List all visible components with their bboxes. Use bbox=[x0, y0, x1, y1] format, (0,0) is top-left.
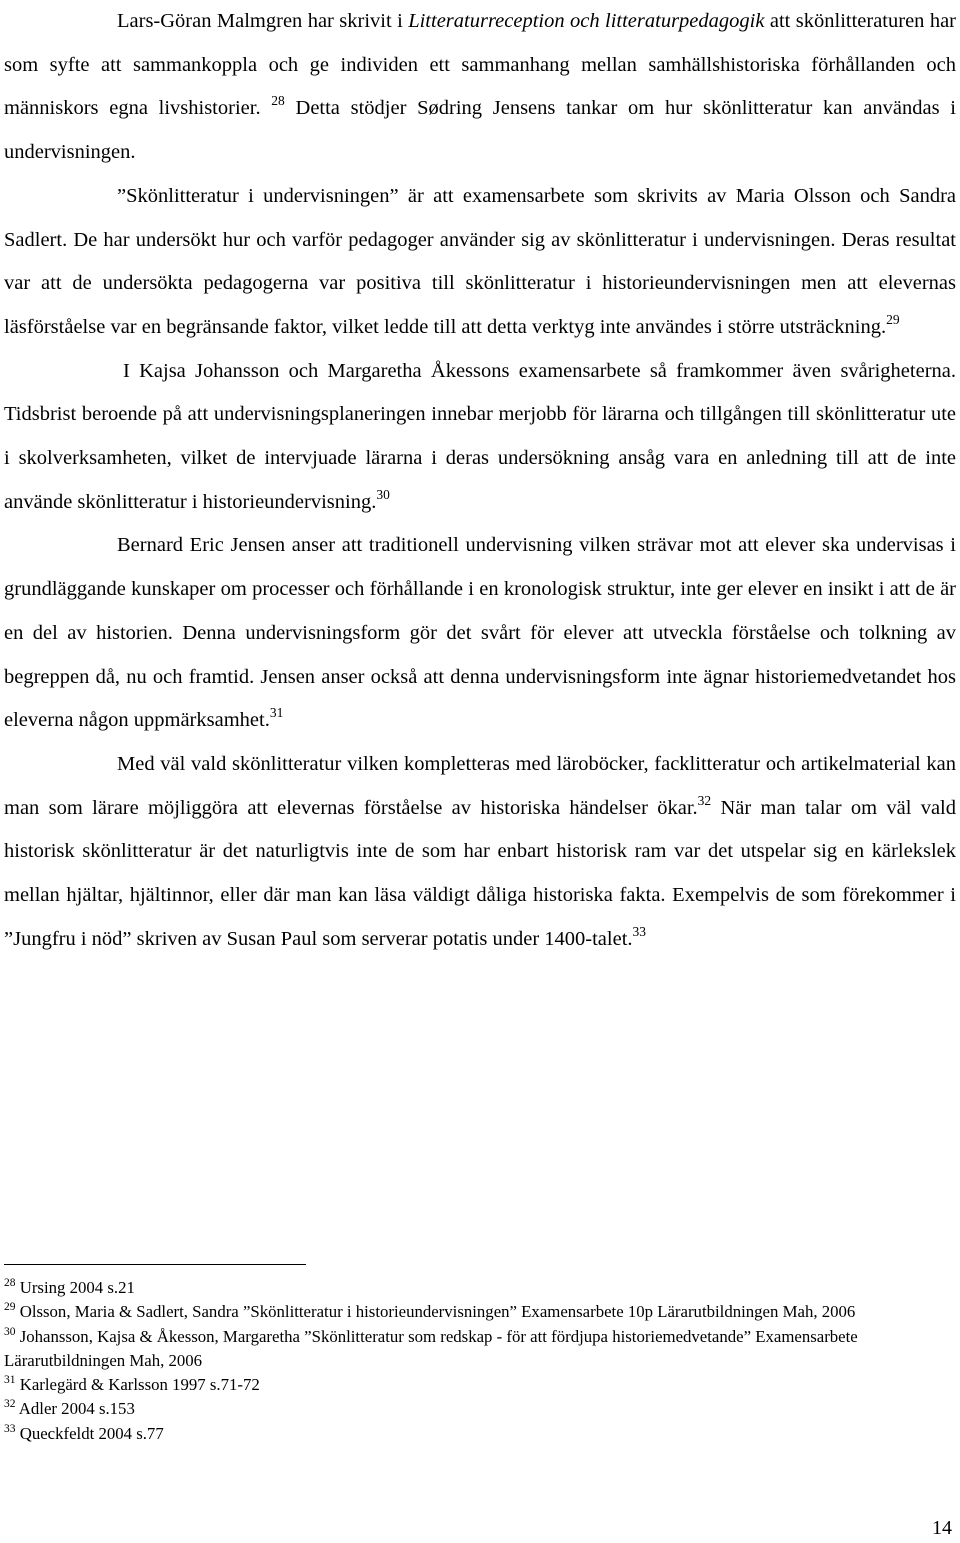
footnote bbox=[4, 1325, 956, 1374]
footnote bbox=[4, 1373, 956, 1397]
footnote bbox=[4, 1276, 956, 1300]
footnote-number: 28 bbox=[4, 1277, 16, 1290]
paragraph bbox=[4, 743, 956, 962]
footnote-reference[interactable]: 28 bbox=[271, 93, 285, 109]
text-run: Lars-Göran Malmgren har skrivit i bbox=[117, 10, 409, 32]
paragraph bbox=[4, 175, 956, 350]
footnote-text: Karlegärd & Karlsson 1997 s.71-72 bbox=[19, 1375, 260, 1395]
document-page bbox=[4, 0, 956, 1543]
footnote-reference[interactable]: 33 bbox=[632, 924, 647, 939]
paragraph bbox=[4, 350, 956, 525]
text-run: att skönlitteraturen har som syfte att sammankoppla och ge individen ett sammanhang mellan samhällshistoriska förhållanden och människors egna livshistorier. bbox=[4, 10, 957, 120]
footnote-text: Ursing 2004 s.21 bbox=[19, 1278, 135, 1297]
footnote-reference[interactable]: 30 bbox=[376, 486, 390, 502]
paragraph bbox=[4, 524, 956, 743]
footnote-reference[interactable]: 31 bbox=[269, 705, 284, 721]
footnote-reference[interactable]: 29 bbox=[886, 312, 900, 328]
body-text bbox=[4, 0, 956, 961]
paragraph bbox=[4, 0, 956, 175]
footnote-number: 30 bbox=[4, 1325, 16, 1338]
footnote-number: 33 bbox=[4, 1422, 16, 1435]
text-run: Bernard Eric Jensen anser att traditionell undervisning vilken strävar mot att elever ska undervisas i grundläggande kunskaper om processer och förhållande i en kronologisk struktur, inte ger elever en insikt i att de är en del av historien. Denna undervisningsform gör det svårt för elever att utveckla förståelse och tolkning av begreppen då, nu och framtid. Jensen anser också att denna undervisningsform inte ägnar historiemedvetandet hos eleverna någon uppmärksamhet. bbox=[4, 534, 956, 732]
text-run: I Kajsa Johansson och Margaretha Åkessons examensarbete så framkommer även svårigheterna. Tidsbrist beroende på att undervisningsplaneringen innebar merjobb för lärarna och tillgången till skönlitteratur ute i skolverksamheten, vilket de intervjuade lärarna i deras undersökning ansåg vara en anledning till att de inte använde skönlitteratur i historieundervisning. bbox=[4, 359, 956, 513]
text-run: Detta stödjer Sødring Jensens tankar om hur skönlitteratur kan användas i undervisningen. bbox=[4, 97, 956, 164]
footnote-text: Johansson, Kajsa & Åkesson, Margaretha ”Skönlitteratur som redskap - för att fördjupa historiemedvetande” Examensarbete Lärarutbildningen Mah, 2006 bbox=[4, 1326, 858, 1370]
book-title: Litteraturreception och litteraturpedagogik bbox=[408, 10, 765, 32]
footnote bbox=[4, 1397, 956, 1421]
text-run: ”Skönlitteratur i undervisningen” är att examensarbete som skrivits av Maria Olsson och Sandra Sadlert. De har undersökt hur och varför pedagoger använder sig av skönlitteratur i undervisningen. Deras resultat var att de undersökta pedagogerna var positiva till skönlitteratur i historieundervisningen men att elevernas läsförståelse var en begränsande faktor, vilket ledde till att detta verktyg inte användes i större utsträckning. bbox=[4, 184, 956, 338]
footnotes bbox=[4, 1276, 956, 1446]
text-run: Med väl vald skönlitteratur vilken kompletteras med läroböcker, facklitteratur och artikelmaterial kan man som lärare möjliggöra att elevernas förståelse av historiska händelser ökar. bbox=[4, 752, 956, 819]
page-number: 14 bbox=[932, 1517, 952, 1539]
footnote-number: 32 bbox=[4, 1398, 16, 1411]
footnote bbox=[4, 1422, 956, 1446]
footnote-text: Adler 2004 s.153 bbox=[18, 1399, 135, 1419]
footnote-text: Queckfeldt 2004 s.77 bbox=[19, 1423, 164, 1443]
text-run: När man talar om väl vald historisk skönlitteratur är det naturligtvis inte de som har enbart historisk ram var det utspelar sig en kärlekslek mellan hjältar, hjältinnor, eller där man kan läsa väldigt dåliga historiska fakta. Exempelvis de som förekommer i ”Jungfru i nöd” skriven av Susan Paul som serverar potatis under 1400-talet. bbox=[4, 796, 956, 950]
footnote bbox=[4, 1300, 956, 1324]
footnote-number: 29 bbox=[4, 1301, 16, 1314]
footnote-number: 31 bbox=[4, 1374, 16, 1387]
footnote-text: Olsson, Maria & Sadlert, Sandra ”Skönlitteratur i historieundervisningen” Examensarbete 10p Lärarutbildningen Mah, 2006 bbox=[19, 1302, 856, 1322]
footnote-separator bbox=[4, 1264, 306, 1265]
footnote-reference[interactable]: 32 bbox=[697, 792, 712, 808]
